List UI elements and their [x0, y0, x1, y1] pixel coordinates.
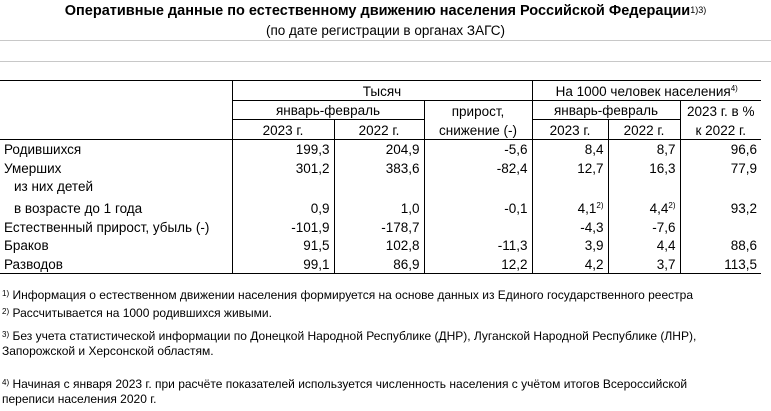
header-pct-line2: к 2022 г.: [680, 120, 761, 140]
row-label: Разводов: [0, 254, 232, 273]
row-label: из них детей: [14, 179, 93, 194]
cell-2022-thousand: [334, 177, 424, 196]
cell-growth: -5,6: [424, 139, 532, 158]
table-row: [0, 254, 761, 273]
table-row: [0, 158, 761, 177]
header-row-1: [0, 81, 761, 101]
header-2023-rate: 2023 г.: [532, 120, 608, 140]
cell-growth: [424, 177, 532, 196]
cell-growth: -11,3: [424, 236, 532, 255]
table-row: [0, 217, 761, 236]
cell-2022-rate: 8,7: [608, 139, 680, 158]
cell-2023-rate: 8,4: [532, 139, 608, 158]
row-label: Родившихся: [4, 142, 82, 157]
cell-2022-rate: 4,4$^{2)}$: [608, 195, 680, 217]
footnote-4: $^{4)}$ Начиная с января 2023 г. при расчёте показателей используется численность населения с учётом итогов Всероссийской переписи населения 2020 г.: [2, 377, 688, 406]
cell-2022-thousand: -178,7: [334, 217, 424, 236]
page-subtitle: (по дате регистрации в органах ЗАГС): [265, 23, 506, 38]
footnote-2: $^{2)}$ Рассчитывается на 1000 родившихся живыми.: [2, 306, 272, 320]
header-2022-rate: 2022 г.: [608, 120, 680, 140]
cell-pct: [680, 217, 761, 236]
cell-2022-thousand: 1,0: [334, 195, 424, 217]
row-label: Естественный прирост, убыль (-): [4, 219, 210, 235]
row-label: Браков: [4, 238, 49, 253]
cell-2023-thousand: 199,3: [232, 139, 334, 158]
cell-2022-rate: 3,7: [608, 254, 680, 273]
cell-2022-rate: [608, 177, 680, 196]
cell-growth: 12,2: [424, 254, 532, 273]
empty-row-line: [0, 61, 771, 62]
header-growth-line1: прирост,: [424, 100, 532, 120]
header-per1000: На 1000 человек населения$^{4)}$: [532, 81, 761, 101]
cell-2022-rate: -7,6: [608, 217, 680, 236]
cell-pct: 93,2: [680, 195, 761, 217]
table-row: [0, 177, 761, 196]
footnote-3: $^{3)}$ Без учета статистической информации по Донецкой Народной Республике (ДНР), Луганской Народной Республике (ЛНР), Запорожской и Херсонской областям.: [2, 329, 697, 358]
cell-growth: -82,4: [424, 158, 532, 177]
cell-2023-rate: 4,1$^{2)}$: [532, 195, 608, 217]
cell-2023-rate: 4,2: [532, 254, 608, 273]
cell-2023-rate: 12,7: [532, 158, 608, 177]
data-table: [0, 80, 761, 274]
page-title: [0, 2, 771, 20]
header-growth-line2: снижение (-): [424, 120, 532, 140]
cell-2023-thousand: -101,9: [232, 217, 334, 236]
footnote-1: $^{1)}$ Информация о естественном движении населения формируется на основе данных из Единого государственного реестра: [2, 288, 693, 302]
cell-2023-thousand: 301,2: [232, 158, 334, 177]
table-row: [0, 236, 761, 255]
cell-2022-thousand: 204,9: [334, 139, 424, 158]
header-2023-thousand: 2023 г.: [232, 120, 334, 140]
cell-2022-thousand: 86,9: [334, 254, 424, 273]
cell-2023-thousand: 99,1: [232, 254, 334, 273]
cell-growth: [424, 217, 532, 236]
header-thousand: Тысяч: [232, 81, 532, 101]
empty-row-line: [0, 40, 771, 41]
cell-growth: -0,1: [424, 195, 532, 217]
table-row: [0, 139, 761, 158]
cell-2022-rate: 16,3: [608, 158, 680, 177]
cell-pct: [680, 177, 761, 196]
cell-pct: 88,6: [680, 236, 761, 255]
cell-2023-thousand: 0,9: [232, 195, 334, 217]
header-2022-thousand: 2022 г.: [334, 120, 424, 140]
title-text: Оперативные данные по естественному движению населения Российской Федерации: [64, 3, 691, 19]
header-jan-feb-thousand: январь-февраль: [232, 100, 424, 120]
cell-2022-rate: 4,4: [608, 236, 680, 255]
header-row-3: [0, 120, 761, 140]
table-row: [0, 195, 761, 217]
cell-2022-thousand: 102,8: [334, 236, 424, 255]
cell-2023-rate: [532, 177, 608, 196]
cell-pct: 77,9: [680, 158, 761, 177]
cell-2023-thousand: [232, 177, 334, 196]
header-pct-line1: 2023 г. в %: [680, 100, 761, 120]
header-row-2: [0, 100, 761, 120]
cell-2023-rate: -4,3: [532, 217, 608, 236]
cell-2023-thousand: 91,5: [232, 236, 334, 255]
cell-pct: 96,6: [680, 139, 761, 158]
header-jan-feb-rate: январь-февраль: [532, 100, 680, 120]
cell-2023-rate: 3,9: [532, 236, 608, 255]
row-label: Умерших: [4, 160, 62, 176]
cell-2022-thousand: 383,6: [334, 158, 424, 177]
title-footnote-mark: 1)3): [690, 5, 707, 15]
cell-pct: 113,5: [680, 254, 761, 273]
row-label: в возрасте до 1 года: [14, 201, 143, 216]
